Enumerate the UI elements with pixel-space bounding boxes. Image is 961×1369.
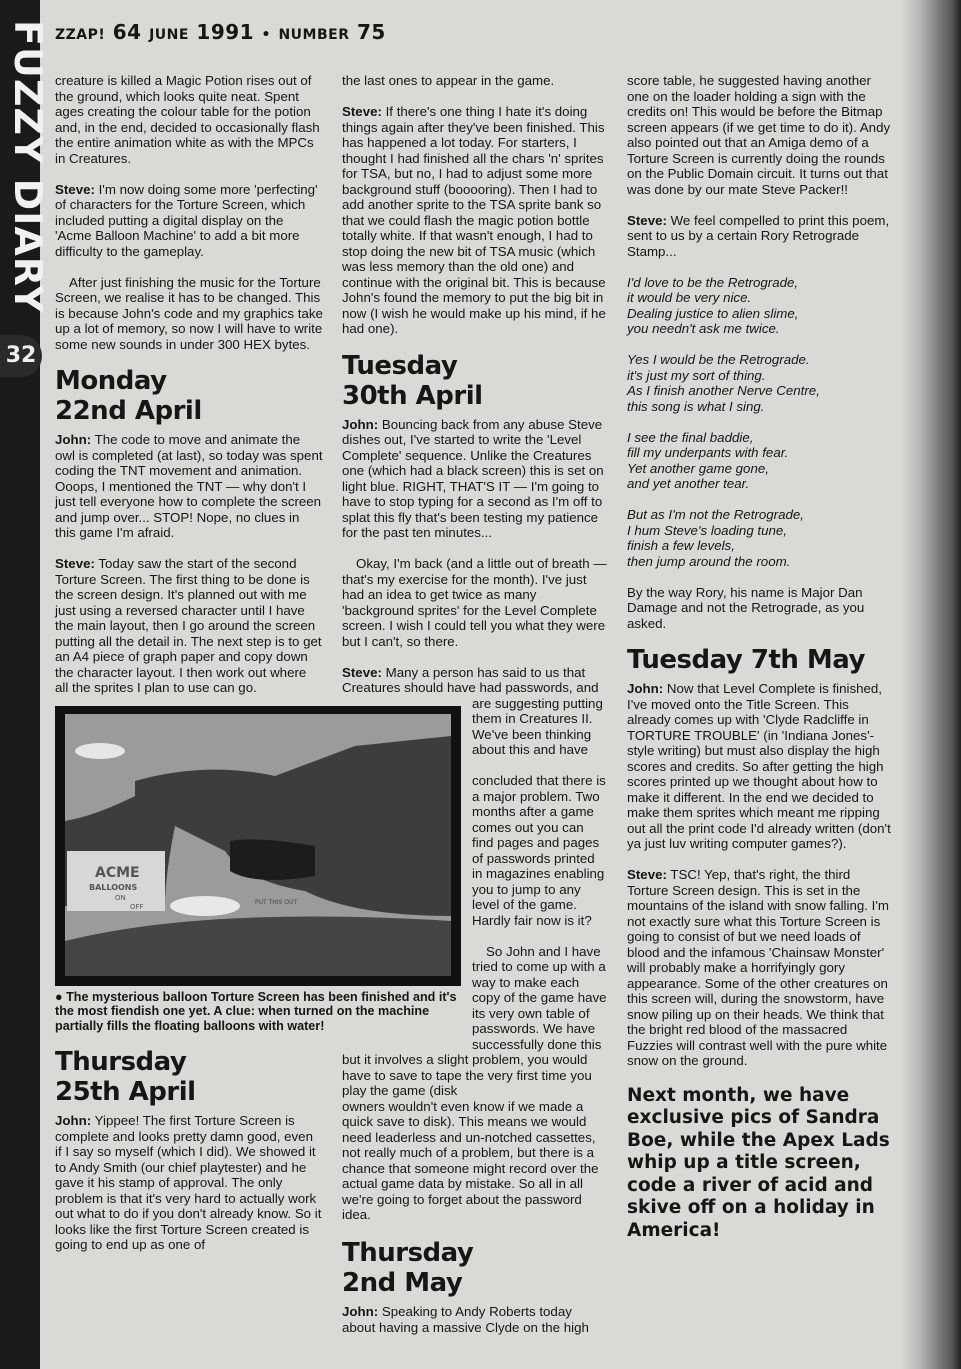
- paragraph-text: concluded that there is a major problem. Two months after a game comes out you can find pages and pages of passwords printed in magazines enabling you to jump to any level of the game. Hardly fair now is it?: [472, 773, 606, 928]
- speaker: Steve:: [55, 181, 95, 197]
- paragraph: [342, 73, 608, 89]
- masthead: [55, 20, 386, 44]
- paragraph: [342, 1304, 608, 1335]
- sign-balloons: BALLOONS: [89, 882, 138, 892]
- page-edge-shadow: [901, 0, 961, 1369]
- paragraph-text: Many a person has said to us that Creatures should have had passwords, and are suggesting putting them in Creatures II. We've been thinking about this and have: [342, 664, 603, 757]
- paragraph: [342, 417, 608, 541]
- paragraph-text: Okay, I'm back (and a little out of breath — that's my exercise for the month). I've just had an idea to get twice as many 'background sprites' for the Level Complete screen. I wish I could tell you what they were but I can't, so there.: [342, 556, 607, 649]
- col1-text-c: [55, 1113, 323, 1253]
- paragraph: [55, 432, 323, 541]
- heading-tuesday-30: Tuesday 30th April: [342, 350, 483, 411]
- speaker: Steve:: [55, 556, 95, 571]
- paragraph-text: Speaking to Andy Roberts today about having a massive Clyde on the high: [342, 1304, 589, 1335]
- issue-month: JUNE: [149, 27, 189, 43]
- paragraph-text: The code to move and animate the owl is completed (at last), so today was spent coding the TNT movement and animation. Ooops, I mentioned the TNT — why don't I just tell everyone how to complete the screen and jump over... STOP! Nope, no clues in this game I'm afraid.: [55, 432, 323, 540]
- issue-number: 75: [356, 20, 386, 44]
- mag-num: 64: [112, 20, 142, 44]
- paragraph: [342, 556, 608, 649]
- image-caption: ● The mysterious balloon Torture Screen has been finished and it's the most fiendish one yet. A clue: when turned on the machine partially fills the floating balloons with water!: [55, 989, 457, 1033]
- bullet: •: [261, 27, 271, 43]
- number-label: NUMBER: [278, 27, 350, 43]
- speaker: Steve:: [627, 867, 667, 882]
- sign-put-this-out: PUT THIS OUT: [255, 898, 298, 906]
- paragraph-text: After just finishing the music for the Torture Screen, we realise it has to be changed. This is because John's code and my graphics take up a lot of memory, so now I will have to write some new sounds in under 300 HEX bytes.: [55, 274, 323, 352]
- paragraph: [55, 275, 323, 353]
- paragraph-text: Now that Level Complete is finished, I've moved onto the Title Screen. This already comes up with 'Clyde Radcliffe in TORTURE TROUBLE' (in 'Indiana Jones'-style writing) but must also display the high scores and credits. So after getting the high scores printed up we thought about how to make it different. In the end we decided to make them sprites which meant me ripping out all the print code I'd already written (don't ya just luv writing computer games?).: [627, 681, 891, 851]
- speaker: John:: [342, 1304, 379, 1319]
- heading-tuesday-7: Tuesday 7th May: [627, 645, 866, 675]
- col1-text-a: [55, 73, 323, 352]
- image-wrap-spacer: [342, 702, 472, 1042]
- paragraph-text: creature is killed a Magic Potion rises out of the ground, which looks quite neat. Spent ages creating the colour table for the potion and, in the end, decided to occasionally flash the entire animation white as with the MPCs in Creatures.: [55, 73, 320, 166]
- section-title: FUZZY DIARY: [6, 20, 50, 314]
- paragraph: [55, 73, 323, 166]
- page-number: 32: [0, 335, 42, 377]
- col2-text-d: owners wouldn't even know if we made a quick save to disk). This means we would need leaderless and un-notched cassettes, not really much of a problem, but there is a chance that someone might record over the actual game data by mistake. So all in all we're going to forget about the password idea.: [342, 1098, 599, 1222]
- speaker: John:: [55, 432, 92, 447]
- heading-thursday-2: Thursday 2nd May: [342, 1238, 474, 1298]
- paragraph-text: Yippee! The first Torture Screen is complete and looks pretty damn good, even if I say so myself (which I did). We showed it to Andy Smith (our chief playtester) and he gave it his stamp of approval. The only problem is that it's very hard to actually work out what to do if you don't already know. So it looks like the first Torture Screen created is going to end up as one of: [55, 1113, 322, 1252]
- issue-year: 1991: [196, 20, 255, 44]
- paragraph: [627, 681, 893, 852]
- paragraph: [55, 182, 323, 260]
- sign-on: ON: [115, 893, 126, 902]
- section-sidebar: [0, 0, 50, 1369]
- col2-text-e: [342, 1304, 608, 1335]
- paragraph: [55, 556, 323, 696]
- paragraph: [342, 104, 608, 337]
- col2-text-a: [342, 73, 608, 337]
- column-3: [627, 73, 893, 1243]
- heading-thursday-25: Thursday 25th April: [55, 1047, 196, 1107]
- column-2: [342, 73, 608, 1335]
- paragraph-text: So John and I have tried to come up with a way to make each copy of the game have its very own table of passwords. We have successfully done this but it involves a slight problem, you would have to save to tape the very first time you play the game (disk: [342, 943, 607, 1098]
- sign-acme: ACME: [95, 864, 140, 881]
- poem: I'd love to be the Retrograde, it would be very nice. Dealing justice to alien slime, you needn't ask me twice. Yes I would be the Retrograde. it's just my sort of thing. As I finish another Nerve Centre, this song is what I sing. I see the final baddie, fill my underpants with fear. Yet another game gone, and yet another tear. But as I'm not the Retrograde, I hum Steve's loading tune, finish a few levels, then jump around the room.: [627, 274, 820, 569]
- heading-monday: Monday 22nd April: [55, 366, 202, 426]
- paragraph-text: TSC! Yep, that's right, the third Torture Screen design. This is set in the mountains of the island with snow falling. I'm not exactly sure what this Torture Screen is going to consist of but we need loads of blood and the infamous 'Chainsaw Monster' will probably make a horrifyingly gory appearance. Some of the other creatures on this screen will, during the snowstorm, have snow piling up on their heads. We think that the bright red blood of the massacred Fuzzies will contrast well with the pure white snow on the ground.: [627, 867, 889, 1068]
- sign-off: OFF: [130, 902, 144, 911]
- col3-text-d: [627, 681, 893, 1069]
- paragraph-text: Today saw the start of the second Torture Screen. The first thing to be done is the screen design. It's planned out with me just using a reversed character until I have the main layout, then I go around the screen putting all the detail in. The next step is to get an A4 piece of graph paper and copy down the character layout. I then work out where all the sprites I plan to use can go.: [55, 556, 322, 695]
- paragraph-text: If there's one thing I hate it's doing things again after they've been finished. This has happened a lot today. For starters, I thought I had finished all the chars 'n' sprites for TSA, but no, I had to adjust some more background stuff (booooring). Then I had to add another sprite to the TSA sprite bank so that we could flash the magic potion bottle totally white. If that wasn't enough, I had to stop doing the new bit of TSA music (which was less memory than the old one) and continue with the original bit. This is because John's found the memory to put the big bit in now (I wish he would make up his mind, if he had one).: [342, 104, 606, 336]
- col3-text-a: score table, he suggested having another one on the loader holding a sign with the credits on! This would be before the Bitmap screen appears (if we get time to do it). Andy also pointed out that an Amiga demo of a Torture Screen is currently doing the rounds on the Public Domain circuit. It turns out that was done by our mate Steve Packer!! Steve: We feel compelled to print this poem, sent to us by a certain Rory Retrograde Stamp... I'd love to be the Retrograde, it would be very nice. Dealing justice to alien slime, you needn't ask me twice. Yes I would be the Retrograde. it's just my sort of thing. As I finish another Nerve Centre, this song is what I sing. I see the final baddie, fill my underpants with fear. Yet another game gone, and yet another tear. But as I'm not the Retrograde, I hum Steve's loading tune, finish a few levels, then jump around the room. By the way Rory, his name is Major Dan Damage and not the Retrograde, as you asked.: [627, 73, 893, 631]
- speaker: John:: [342, 416, 379, 432]
- next-month-teaser: Next month, we have exclusive pics of Sandra Boe, while the Apex Lads whip up a title screen, code a river of acid and skive off on a holiday in America!: [627, 1084, 890, 1242]
- speaker: John:: [627, 681, 664, 696]
- paragraph: [55, 1113, 323, 1253]
- paragraph-text: the last ones to appear in the game.: [342, 73, 555, 88]
- col1-text-b: [55, 432, 323, 696]
- mag-name: ZZAP!: [55, 27, 106, 43]
- paragraph-text: I'm now doing some more 'perfecting' of characters for the Torture Screen, which included putting a digital display on the 'Acme Balloon Machine' to add a bit more difficulty to the gameplay.: [55, 181, 318, 259]
- paragraph-text: Bouncing back from any abuse Steve dishes out, I've started to write the 'Level Complete' sequence. Unlike the Creatures one (which had a black screen) this is set on light blue. RIGHT, THAT'S IT — I'm going to have to stop typing for a second as I'm off to splat this fly that's been testing my patience for the past ten minutes...: [342, 416, 604, 540]
- speaker: John:: [55, 1113, 92, 1128]
- speaker: Steve:: [342, 664, 382, 680]
- paragraph: [627, 867, 893, 1069]
- speaker: Steve:: [342, 104, 382, 119]
